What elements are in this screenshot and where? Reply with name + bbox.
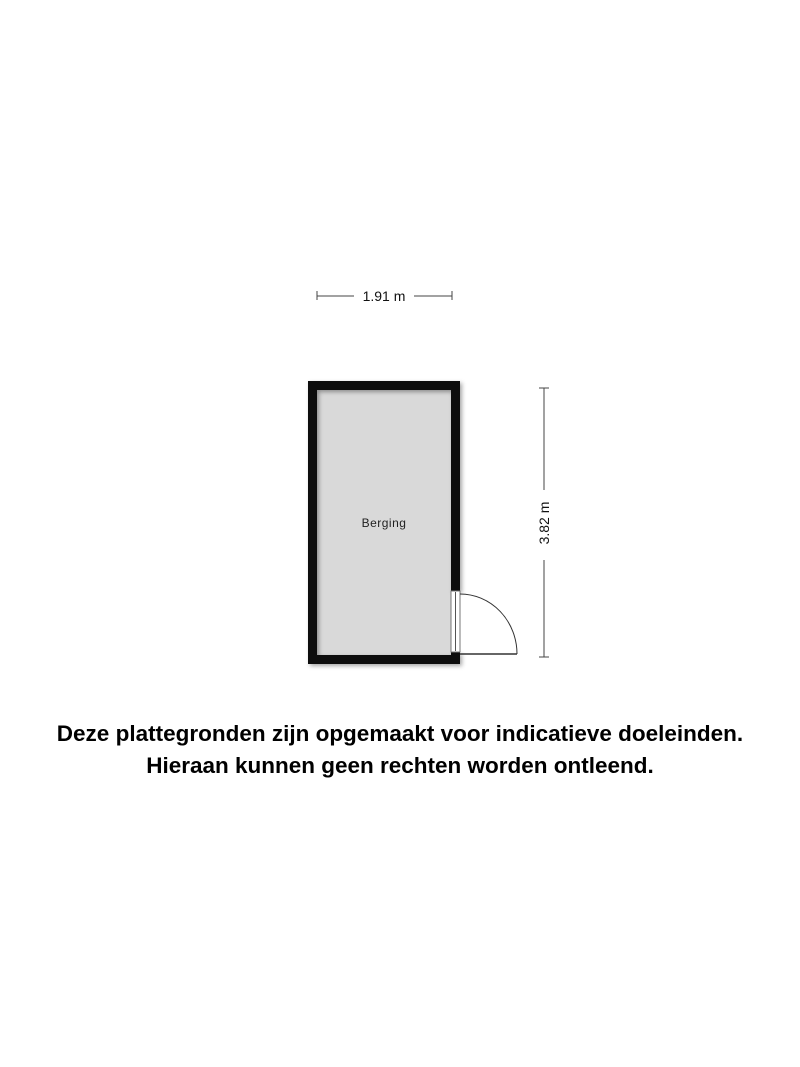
wall-top bbox=[308, 381, 460, 390]
disclaimer bbox=[0, 718, 800, 782]
disclaimer-line-1: Deze plattegronden zijn opgemaakt voor indicatieve doeleinden. bbox=[56, 721, 744, 746]
room-label: Berging bbox=[361, 516, 407, 530]
wall-right-lower bbox=[451, 652, 460, 664]
door bbox=[451, 591, 517, 654]
wall-bottom bbox=[308, 655, 460, 664]
wall-right-upper bbox=[451, 381, 460, 591]
door-swing-arc bbox=[460, 594, 517, 654]
wall-left bbox=[308, 381, 317, 664]
disclaimer-line-2: Hieraan kunnen geen rechten worden ontleend. bbox=[146, 753, 654, 778]
width-dimension-label: 1.91 m bbox=[362, 288, 406, 304]
height-dimension-label: 3.82 m bbox=[536, 501, 552, 545]
